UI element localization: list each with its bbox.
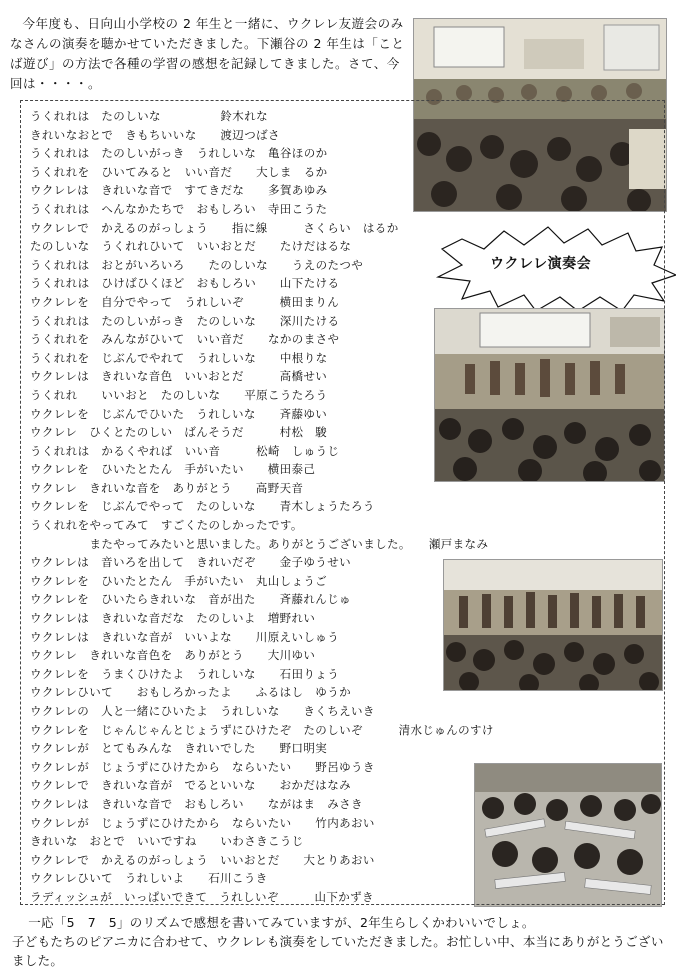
poem-line: うくれれは かるくやれば いい音 松崎 しゅうじ xyxy=(30,443,340,458)
poem-line: きれいなおとで きもちいいな 渡辺つばさ xyxy=(30,127,280,142)
poem-line: ウクレレで かえるのがっしょう いいおとだ 大とりあおい xyxy=(30,852,375,867)
poem-line: うくれれは たのしいがっき うれしいな 亀谷ほのか xyxy=(30,146,328,161)
poem-line: ウクレレを ひいたとたん 手がいたい 横田泰己 xyxy=(30,462,316,477)
poem-line: ウクレレは きれいな音だな たのしいよ 増野れい xyxy=(30,611,316,626)
poem-line: ウクレレを 自分でやって うれしいぞ 横田まりん xyxy=(30,294,340,309)
outro-line-2: 子どもたちのピアニカに合わせて、ウクレレも演奏をしていただきました。お忙しい中、本当にありがとうございました。 xyxy=(12,934,664,968)
poem-line: ウクレレひいて おもしろかったよ ふるはし ゆうか xyxy=(30,685,352,700)
poem-line: ウクレレが とてもみんな きれいでした 野口明実 xyxy=(30,741,328,756)
burst-label: ウクレレ演奏会 xyxy=(490,256,592,272)
poem-line: ウクレレひいて うれしいよ 石川こうき xyxy=(30,871,268,886)
poem-line: ウクレレが じょうずにひけたから ならいたい 竹内あおい xyxy=(30,815,375,830)
poem-line: うくれれは たのしいな 鈴木れな xyxy=(30,109,268,123)
poem-line: ウクレレを ひいたとたん 手がいたい 丸山しょうご xyxy=(30,573,328,588)
outro-line-1: 一応「5 7 5」のリズムで感想を書いてみていますが、2年生らしくかわいいでしょ。 xyxy=(28,915,535,930)
poem-line: うくれれを ひいてみると いい音だ 大しま るか xyxy=(30,164,328,179)
poem-line: ウクレレ きれいな音色を ありがとう 大川ゆい xyxy=(30,648,316,663)
poem-line: ウクレレを じゃんじゃんとじょうずにひけたぞ たのしいぞ 清水じゅんのすけ xyxy=(30,722,494,737)
poem-line: ウクレレ ひくとたのしい ばんそうだ 村松 駿 xyxy=(30,425,328,440)
poem-line: たのしいな うくれれひいて いいおとだ たけだはるな xyxy=(30,239,352,254)
poem-line: うくれれは おとがいろいろ たのしいな うえのたつや xyxy=(30,257,364,272)
poem-line: うくれれは ひけばひくほど おもしろい 山下たける xyxy=(30,276,340,291)
intro-paragraph: 今年度も、日向山小学校の 2 年生と一緒に、ウクレレ友遊会のみなさんの演奏を聴かせていただきました。下瀬谷の 2 年生は「ことば遊び」の方法で各種の学習の感想を記録してきました。さて、今回は・・・・。 xyxy=(10,16,405,91)
poems-list xyxy=(30,107,660,907)
poem-line: ウクレレは きれいな音色 いいおとだ 高橋せい xyxy=(30,369,328,384)
poem-line: ウクレレを じぶんでやって たのしいな 青木しょうたろう xyxy=(30,499,375,514)
poem-line: ウクレレを ひいたらきれいな 音が出た 斉藤れんじゅ xyxy=(30,592,352,607)
poem-line: ウクレレで きれいな音が でるといいな おかだはなみ xyxy=(30,778,352,793)
poem-line: ウクレレが じょうずにひけたから ならいたい 野呂ゆうき xyxy=(30,759,375,774)
poem-line: ウクレレで かえるのがっしょう 指に線 さくらい はるか xyxy=(30,220,399,235)
outro-paragraph xyxy=(12,913,674,970)
poem-line: ラディッシュが いっぱいできて うれしいぞ 山下かずき xyxy=(30,889,374,904)
poem-line: ウクレレは きれいな音が いいよな 川原えいしゅう xyxy=(30,629,340,644)
poem-line: うくれれ いいおと たのしいな 平原こうたろう xyxy=(30,387,328,402)
poem-line: ウクレレ きれいな音を ありがとう 高野天音 xyxy=(30,480,304,495)
poem-line: ウクレレは きれいな音で おもしろい ながはま みさき xyxy=(30,796,363,811)
poem-line: うくれれをやってみて すごくたのしかったです。 xyxy=(30,518,303,533)
poem-line: きれいな おとで いいですね いわさきこうじ xyxy=(30,834,304,849)
poem-line: うくれれは へんなかたちで おもしろい 寺田こうた xyxy=(30,201,328,216)
poem-line: うくれれを じぶんでやれて うれしいな 中根りな xyxy=(30,350,328,365)
poem-line: ウクレレは 音いろを出して きれいだぞ 金子ゆうせい xyxy=(30,555,352,570)
poem-line: ウクレレの 人と一緒にひいたよ うれしいな きくちえいき xyxy=(30,704,375,718)
poem-line: ウクレレを うまくひけたよ うれしいな 石田りょう xyxy=(30,666,340,681)
poem-line: うくれれは たのしいがっき たのしいな 深川たける xyxy=(30,313,340,328)
poem-line: またやってみたいと思いました。ありがとうございました。 瀬戸まなみ xyxy=(30,536,489,551)
poem-line: ウクレレは きれいな音で すてきだな 多賀あゆみ xyxy=(30,183,328,198)
poem-line: うくれれを みんながひいて いい音だ なかのまさや xyxy=(30,332,340,347)
poem-line: ウクレレを じぶんでひいた うれしいな 斉藤ゆい xyxy=(30,406,328,421)
